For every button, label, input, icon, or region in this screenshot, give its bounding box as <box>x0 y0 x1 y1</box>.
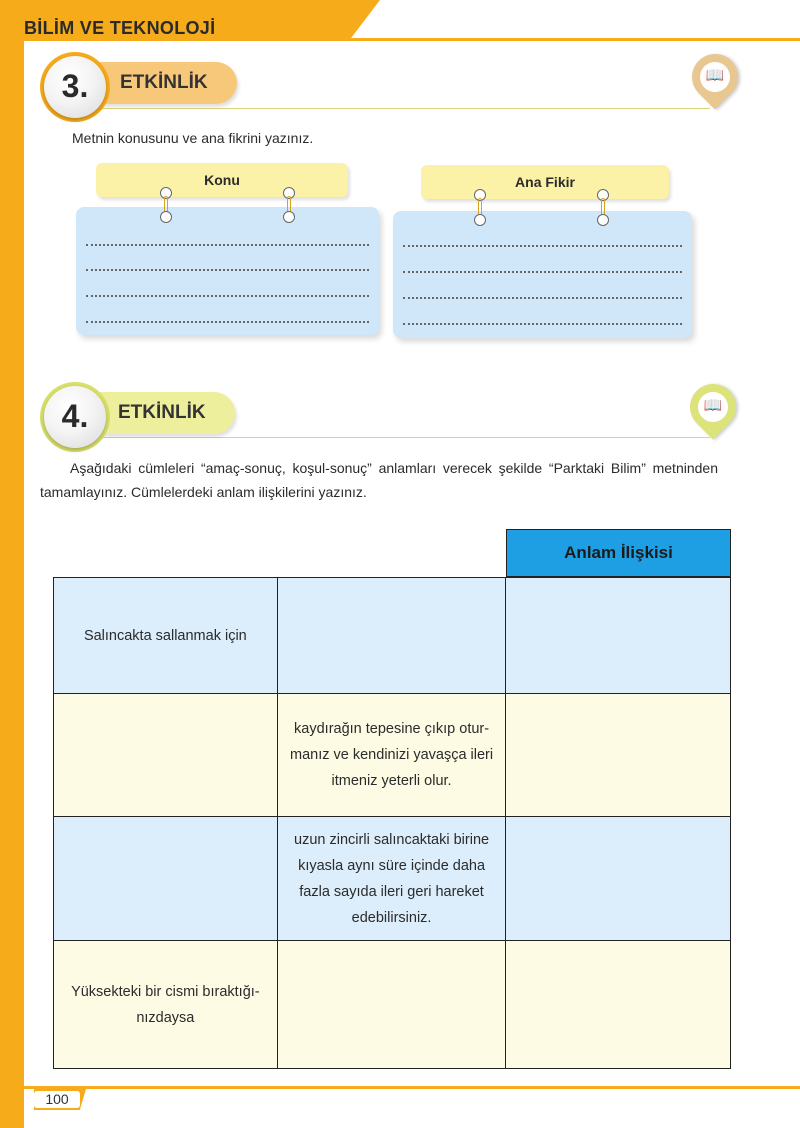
table-row <box>54 941 731 1069</box>
table-cell[interactable] <box>277 578 506 694</box>
footer-divider <box>24 1086 800 1089</box>
table-row <box>54 578 731 694</box>
ring-icon <box>283 211 295 223</box>
ring-icon <box>597 214 609 226</box>
table-cell[interactable] <box>506 817 731 941</box>
table-cell[interactable] <box>506 941 731 1069</box>
konu-title-tag <box>96 163 348 197</box>
activity3-badge <box>44 56 106 118</box>
konu-writing-box[interactable] <box>76 207 379 335</box>
table-cell[interactable]: Yüksekteki bir cismi bıraktığı-nızdaysa <box>54 941 278 1069</box>
activity4-underline <box>100 437 710 438</box>
table-cell[interactable]: kaydırağın tepesine çıkıp otur-manız ve kendinizi yavaşça ileri itmeniz yeterli olur. <box>277 694 506 817</box>
table-cell[interactable]: Salıncakta sallanmak için <box>54 578 278 694</box>
table-row <box>54 694 731 817</box>
activity3-number: 3. <box>61 68 89 104</box>
anlam-iliskisi-header: Anlam İlişkisi <box>506 529 731 577</box>
table-cell[interactable] <box>54 694 278 817</box>
activity3-label: ETKİNLİK <box>120 72 208 93</box>
table-cell[interactable]: uzun zincirli salıncaktaki birine kıyasla aynı süre içinde daha fazla sayıda ileri geri hareket edebilirsiniz. <box>277 817 506 941</box>
page-number: 100 <box>34 1091 80 1108</box>
sentence-table <box>53 577 731 1069</box>
activity4-label: ETKİNLİK <box>118 402 206 423</box>
left-margin-strip <box>0 0 24 1128</box>
activity4-instruction: Aşağıdaki cümleleri “amaç-sonuç, koşul-sonuç” anlamları verecek şekilde “Parktaki Bilim” metninden tamamlayınız. Cümlelerdeki anlam ilişkilerini yazınız. <box>40 460 718 500</box>
table-cell[interactable] <box>506 694 731 817</box>
activity4-number: 4. <box>61 398 89 434</box>
page-header-title: BİLİM VE TEKNOLOJİ <box>24 18 216 38</box>
konu-title: Konu <box>204 172 240 188</box>
table-row <box>54 817 731 941</box>
ring-icon <box>474 214 486 226</box>
ana-fikir-writing-box[interactable] <box>393 211 692 338</box>
table-cell[interactable] <box>277 941 506 1069</box>
activity3-instruction: Metnin konusunu ve ana fikrini yazınız. <box>72 130 314 146</box>
table-cell[interactable] <box>506 578 731 694</box>
ana-fikir-title-tag <box>421 165 669 199</box>
book-icon: 📖 <box>703 397 723 414</box>
ring-icon <box>160 211 172 223</box>
table-cell[interactable] <box>54 817 278 941</box>
ana-fikir-title: Ana Fikir <box>515 174 575 190</box>
activity4-badge <box>44 386 106 448</box>
activity3-underline <box>100 108 710 109</box>
book-icon: 📖 <box>705 67 725 84</box>
